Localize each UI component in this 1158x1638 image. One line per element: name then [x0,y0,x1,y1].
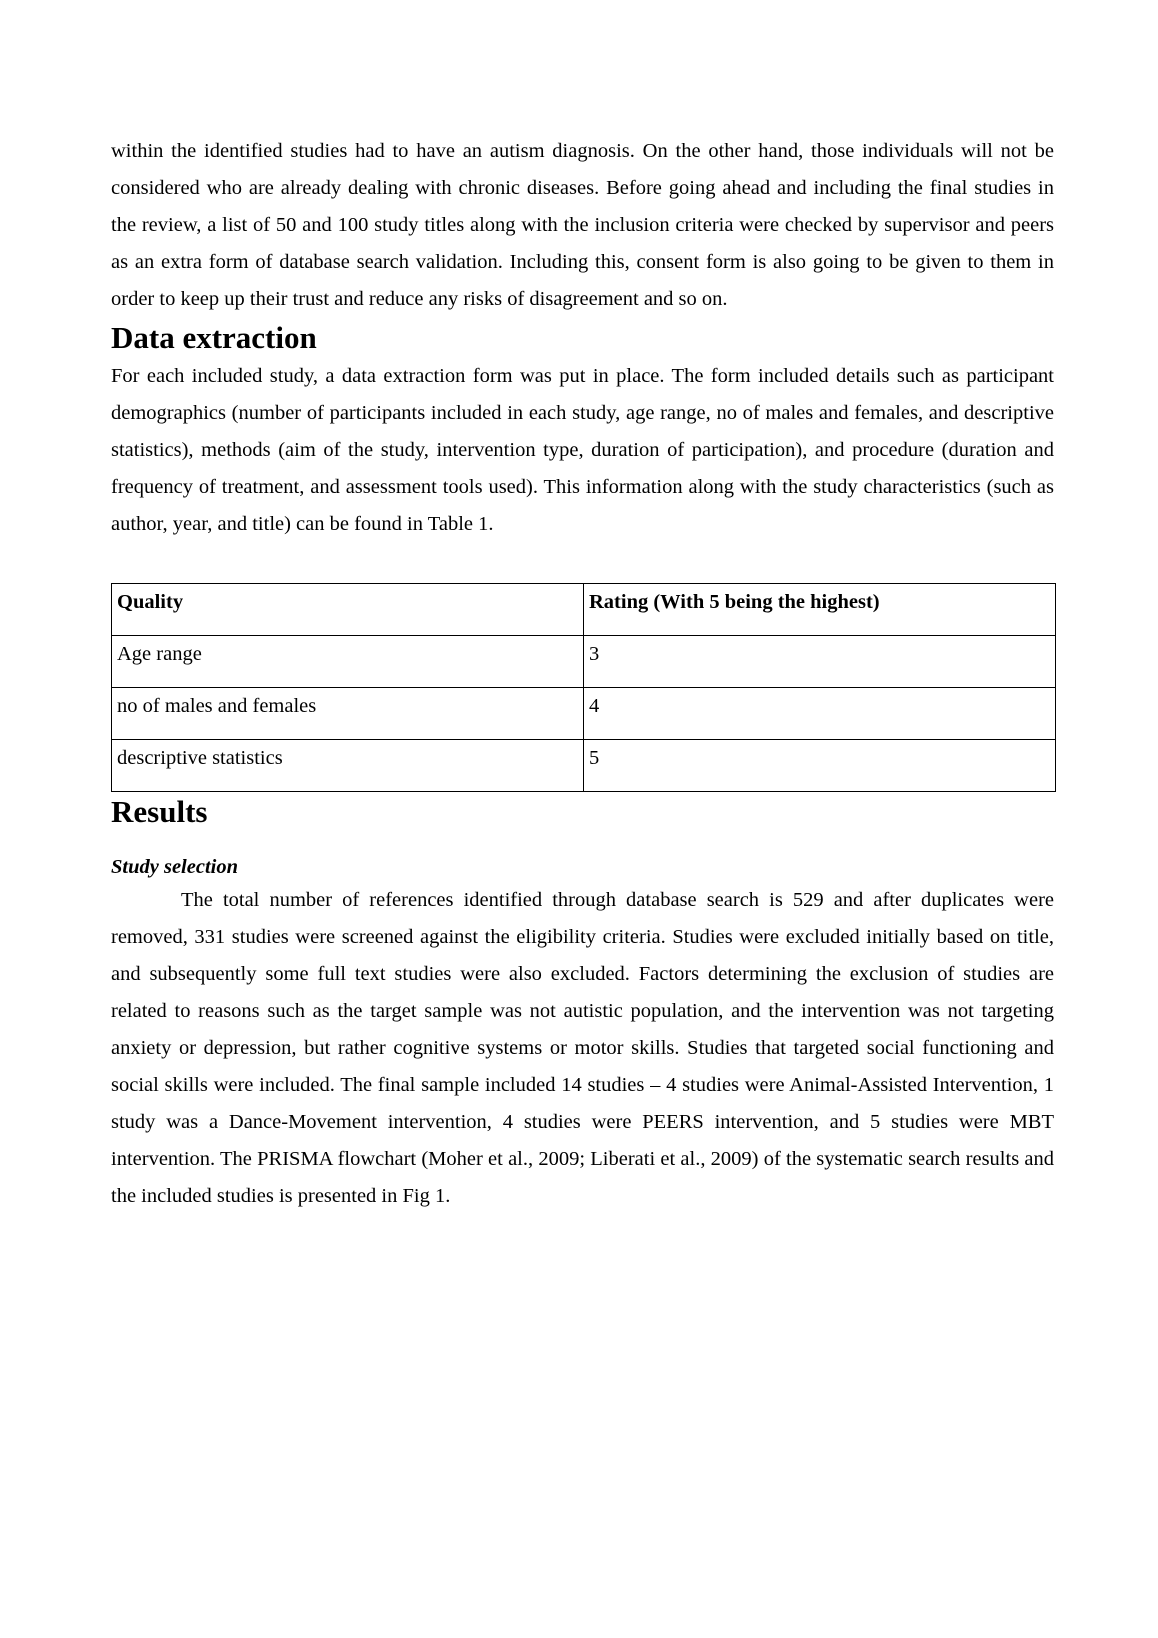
table-cell-rating: 5 [584,740,1056,792]
table-cell-quality: no of males and females [112,688,584,740]
table-row [112,740,1056,792]
data-extraction-heading: Data extraction [111,320,317,355]
table-cell-quality: Age range [112,636,584,688]
header-rating: Rating (With 5 being the highest) [584,584,1056,636]
study-selection-paragraph: The total number of references identified through database search is 529 and after duplicates were removed, 331 studies were screened against the eligibility criteria. Studies were excluded initially based on title, and subsequently some full text studies were also excluded. Factors determining the exclusion of studies are related to reasons such as the target sample was not autistic population, and the intervention was not targeting anxiety or depression, but rather cognitive systems or motor skills. Studies that targeted social functioning and social skills were included. The final sample included 14 studies – 4 studies were Animal-Assisted Intervention, 1 study was a Dance-Movement intervention, 4 studies were PEERS intervention, and 5 studies were MBT intervention. The PRISMA flowchart (Moher et al., 2009; Liberati et al., 2009) of the systematic search results and the included studies is presented in Fig 1. [111,889,1054,1207]
table-row [112,636,1056,688]
table-cell-rating: 4 [584,688,1056,740]
study-selection-subheading: Study selection [111,856,238,878]
table-cell-quality: descriptive statistics [112,740,584,792]
header-quality: Quality [112,584,584,636]
table-row [112,688,1056,740]
table-cell-rating: 3 [584,636,1056,688]
intro-paragraph: within the identified studies had to have an autism diagnosis. On the other hand, those individuals will not be considered who are already dealing with chronic diseases. Before going ahead and including the final studies in the review, a list of 50 and 100 study titles along with the inclusion criteria were checked by supervisor and peers as an extra form of database search validation. Including this, consent form is also going to be given to them in order to keep up their trust and reduce any risks of disagreement and so on. [111,140,1054,310]
data-extraction-paragraph: For each included study, a data extraction form was put in place. The form included details such as participant demographics (number of participants included in each study, age range, no of males and females, and descriptive statistics), methods (aim of the study, intervention type, duration of participation), and procedure (duration and frequency of treatment, and assessment tools used). This information along with the study characteristics (such as author, year, and title) can be found in Table 1. [111,365,1054,535]
table-header-row [112,584,1056,636]
document-page [111,133,1054,1215]
quality-rating-table [111,583,1056,792]
results-heading: Results [111,794,208,829]
